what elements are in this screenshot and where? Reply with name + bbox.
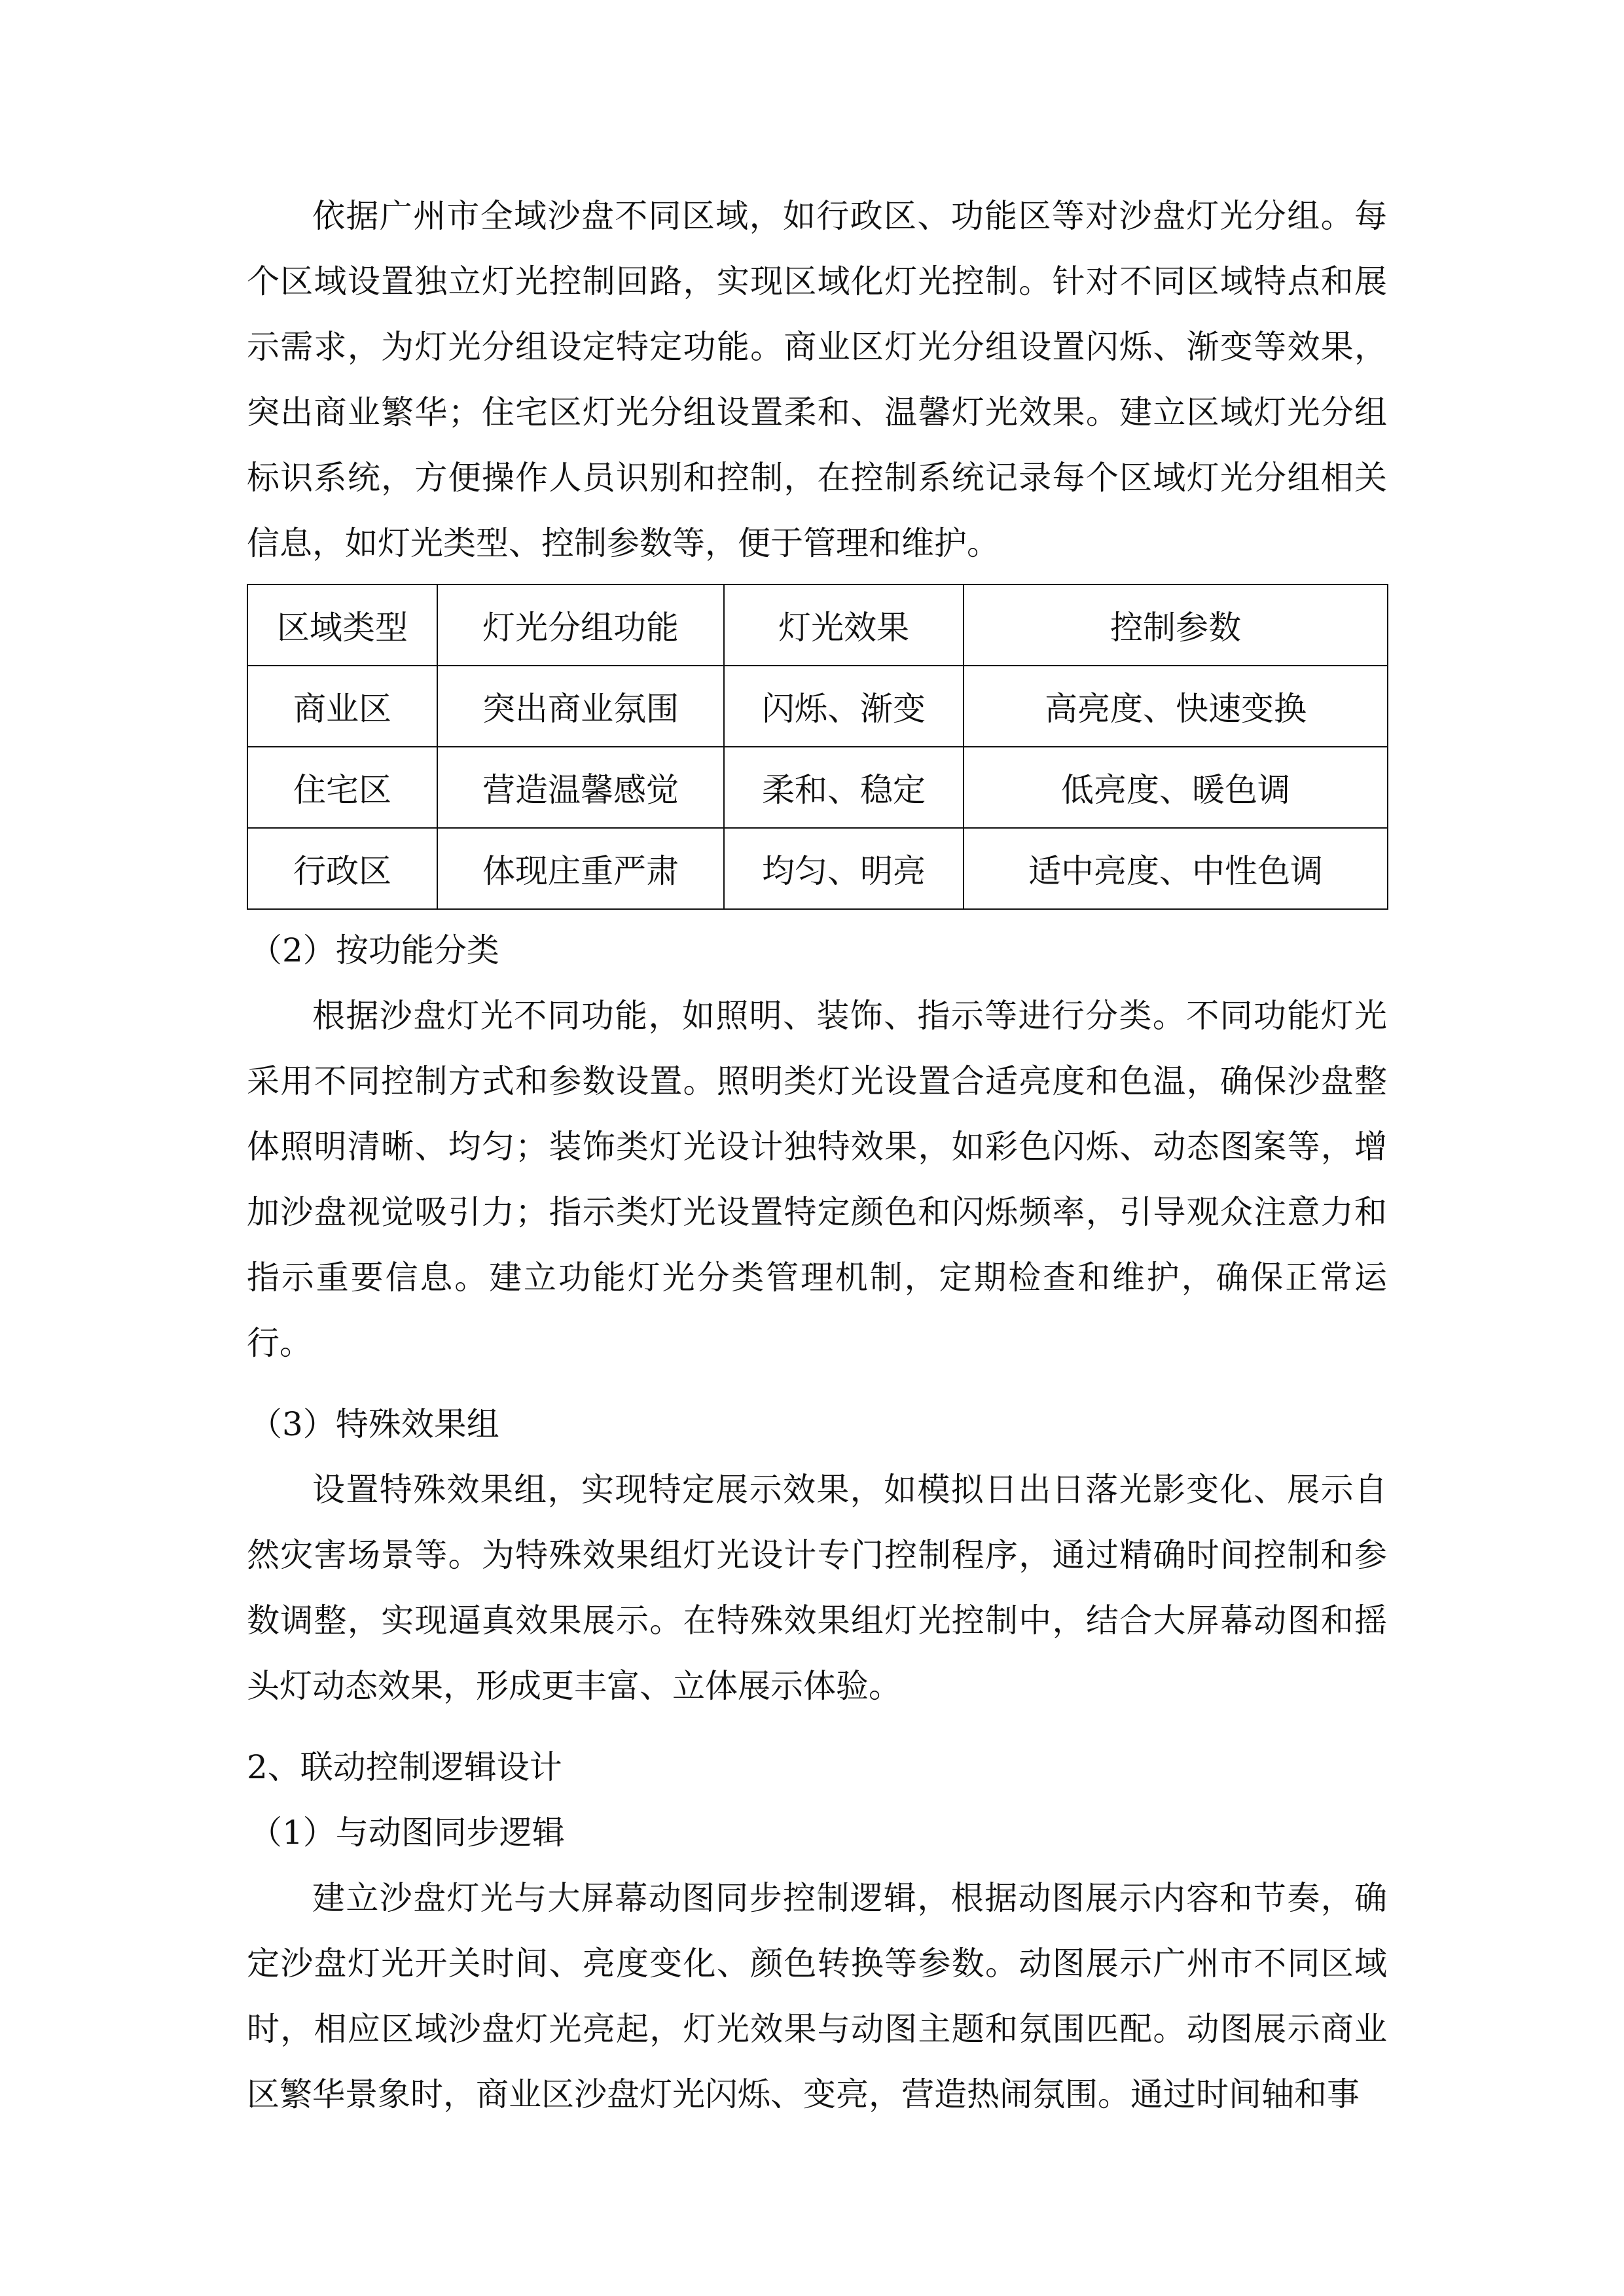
table-cell: 营造温馨感觉 (437, 747, 724, 828)
table-header-cell: 灯光效果 (724, 584, 964, 666)
special-paragraph: 设置特殊效果组，实现特定展示效果，如模拟日出日落光影变化、展示自然灾害场景等。为特殊效果组灯光设计专门控制程序，通过精确时间控制和参数调整，实现逼真效果展示。在特殊效果组灯光控制中，结合大屏幕动图和摇头灯动态效果，形成更丰富、立体展示体验。 (247, 1471, 1387, 1705)
table-row (247, 666, 1388, 747)
table-cell: 商业区 (247, 666, 437, 747)
table-cell: 住宅区 (247, 747, 437, 828)
table-cell: 体现庄重严肃 (437, 828, 724, 909)
spacer (247, 1376, 1387, 1391)
spacer (247, 910, 1387, 918)
section-heading-function: （2）按功能分类 (249, 931, 499, 969)
table-row (247, 747, 1388, 828)
sync-paragraph: 建立沙盘灯光与大屏幕动图同步控制逻辑，根据动图展示内容和节奏，确定沙盘灯光开关时间、亮度变化、颜色转换等参数。动图展示广州市不同区域时，相应区域沙盘灯光亮起，灯光效果与动图主题和氛围匹配。动图展示商业区繁华景象时，商业区沙盘灯光闪烁、变亮，营造热闹氛围。通过时间轴和事 (247, 1879, 1387, 2113)
table-cell: 均匀、明亮 (724, 828, 964, 909)
function-paragraph: 根据沙盘灯光不同功能，如照明、装饰、指示等进行分类。不同功能灯光采用不同控制方式和参数设置。照明类灯光设置合适亮度和色温，确保沙盘整体照明清晰、均匀；装饰类灯光设计独特效果，如彩色闪烁、动态图案等，增加沙盘视觉吸引力；指示类灯光设置特定颜色和闪烁频率，引导观众注意力和指示重要信息。建立功能灯光分类管理机制，定期检查和维护，确保正常运行。 (247, 997, 1387, 1362)
section-heading-linkage: 2、联动控制逻辑设计 (247, 1748, 562, 1786)
table-cell: 低亮度、暖色调 (964, 747, 1388, 828)
table-cell: 行政区 (247, 828, 437, 909)
table-header-cell: 区域类型 (247, 584, 437, 666)
document-page (247, 183, 1387, 2127)
table-cell: 柔和、稳定 (724, 747, 964, 828)
table-cell: 突出商业氛围 (437, 666, 724, 747)
intro-paragraph: 依据广州市全域沙盘不同区域，如行政区、功能区等对沙盘灯光分组。每个区域设置独立灯光控制回路，实现区域化灯光控制。针对不同区域特点和展示需求，为灯光分组设定特定功能。商业区灯光分组设置闪烁、渐变等效果，突出商业繁华；住宅区灯光分组设置柔和、温馨灯光效果。建立区域灯光分组标识系统，方便操作人员识别和控制，在控制系统记录每个区域灯光分组相关信息，如灯光类型、控制参数等，便于管理和维护。 (247, 197, 1387, 562)
table-cell: 闪烁、渐变 (724, 666, 964, 747)
sub-heading-sync: （1）与动图同步逻辑 (249, 1814, 565, 1852)
table-header-cell: 灯光分组功能 (437, 584, 724, 666)
table-header-row (247, 584, 1388, 666)
table-header-cell: 控制参数 (964, 584, 1388, 666)
table-row (247, 828, 1388, 909)
table-cell: 适中亮度、中性色调 (964, 828, 1388, 909)
section-heading-special: （3）特殊效果组 (249, 1405, 499, 1443)
table-cell: 高亮度、快速变换 (964, 666, 1388, 747)
spacer (247, 1719, 1387, 1734)
zone-lighting-table (247, 584, 1388, 910)
